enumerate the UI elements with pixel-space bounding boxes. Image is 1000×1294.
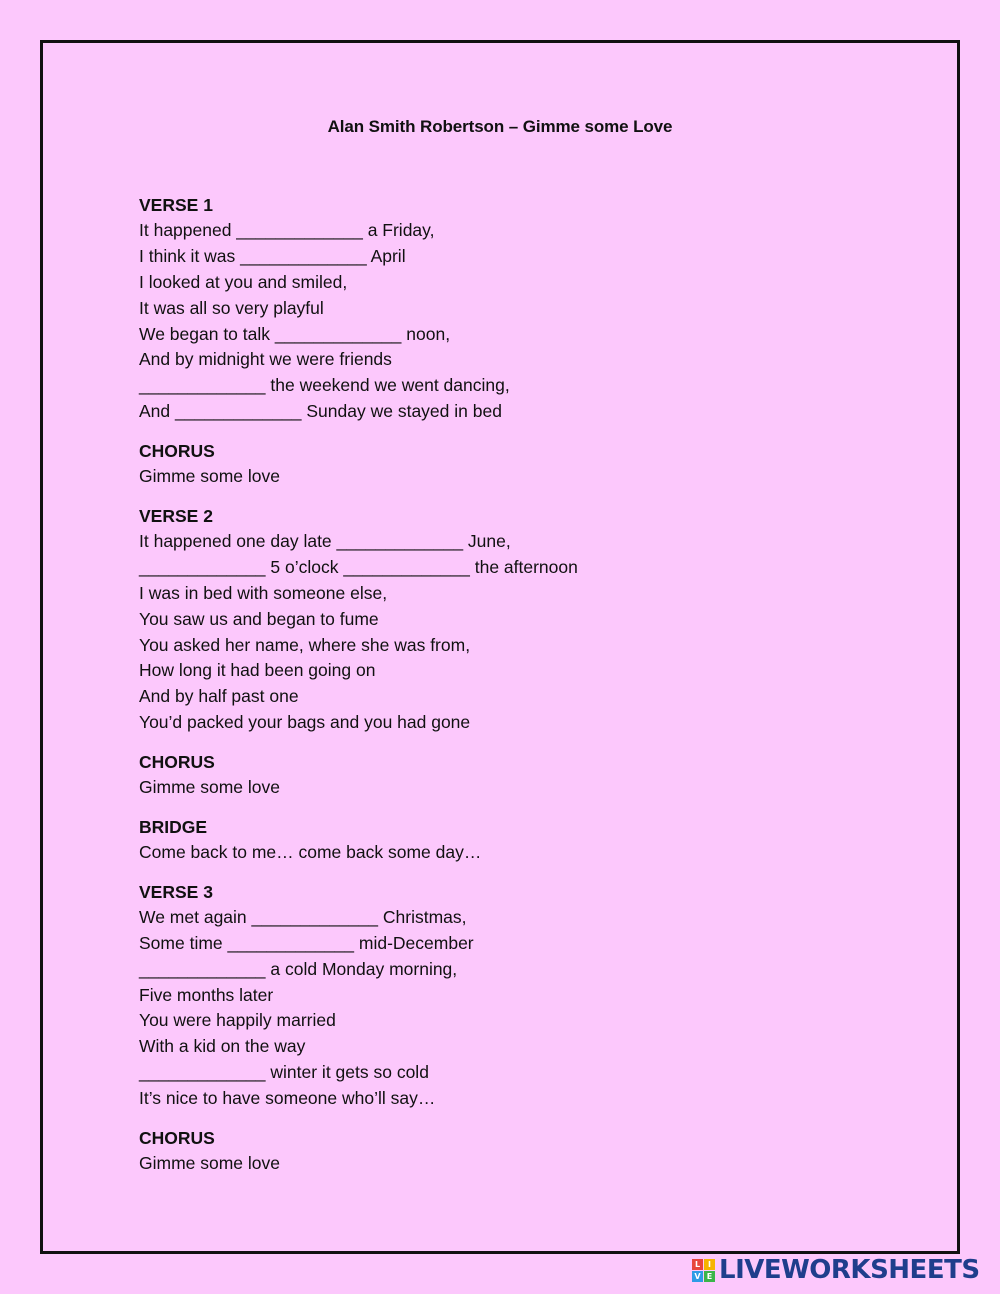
- lyric-line: Some time _____________ mid-December: [139, 932, 474, 953]
- lyric-line: I was in bed with someone else,: [139, 582, 388, 603]
- lyric-line: And _____________ Sunday we stayed in bed: [139, 401, 502, 422]
- logo-text: LIVEWORKSHEETS: [719, 1255, 980, 1285]
- song-title: Alan Smith Robertson – Gimme some Love: [327, 117, 673, 136]
- lyric-line: Come back to me… come back some day…: [139, 842, 482, 863]
- lyrics-section: [139, 749, 859, 801]
- lyric-line: _____________ 5 o’clock _____________ the afternoon: [139, 556, 578, 577]
- lyric-line: It happened _____________ a Friday,: [139, 220, 435, 240]
- lyric-line: You were happily married: [139, 1010, 336, 1031]
- lyric-line: With a kid on the way: [139, 1036, 306, 1057]
- lyric-line: Gimme some love: [139, 466, 281, 487]
- lyrics-section: [139, 192, 859, 425]
- lyric-line: It happened one day late _____________ June,: [139, 531, 511, 552]
- lyric-line: It’s nice to have someone who’ll say…: [139, 1088, 436, 1109]
- lyric-line: I think it was _____________ April: [139, 245, 406, 266]
- lyric-line: We met again _____________ Christmas,: [139, 906, 467, 927]
- lyric-line: _____________ the weekend we went dancing,: [139, 375, 510, 396]
- section-heading: CHORUS: [139, 1128, 215, 1149]
- lyric-line: Gimme some love: [139, 1153, 281, 1174]
- lyric-line: Five months later: [139, 984, 274, 1005]
- liveworksheets-logo: [692, 1256, 980, 1284]
- lyrics-section: [139, 879, 859, 1112]
- lyrics-section: [139, 438, 859, 490]
- lyric-line: You saw us and began to fume: [139, 608, 379, 629]
- section-heading: BRIDGE: [139, 817, 208, 838]
- logo-mark-tile: V: [692, 1271, 703, 1282]
- lyrics-section: [139, 1125, 859, 1177]
- lyric-line: You’d packed your bags and you had gone: [139, 712, 471, 733]
- lyric-line: _____________ a cold Monday morning,: [139, 958, 458, 979]
- lyric-line: And by midnight we were friends: [139, 349, 392, 370]
- lyric-line: You asked her name, where she was from,: [139, 634, 471, 655]
- lyric-line: _____________ winter it gets so cold: [139, 1062, 429, 1083]
- section-heading: VERSE 1: [139, 195, 213, 215]
- lyric-line: Gimme some love: [139, 777, 281, 798]
- lyric-line: I looked at you and smiled,: [139, 271, 348, 292]
- lyrics-section: [139, 503, 859, 736]
- section-heading: VERSE 2: [139, 506, 213, 527]
- section-heading: CHORUS: [139, 441, 215, 462]
- lyrics-section: [139, 814, 859, 866]
- liveworksheets-logo-icon: [692, 1259, 715, 1282]
- lyric-line: It was all so very playful: [139, 297, 324, 318]
- logo-mark-tile: L: [692, 1259, 703, 1270]
- logo-mark-tile: E: [704, 1271, 715, 1282]
- lyric-line: We began to talk _____________ noon,: [139, 323, 451, 344]
- lyric-line: And by half past one: [139, 686, 299, 707]
- section-heading: VERSE 3: [139, 881, 213, 902]
- logo-mark-tile: I: [704, 1259, 715, 1270]
- lyrics-body: [139, 192, 859, 1190]
- section-heading: CHORUS: [139, 752, 215, 773]
- lyric-line: How long it had been going on: [139, 660, 376, 681]
